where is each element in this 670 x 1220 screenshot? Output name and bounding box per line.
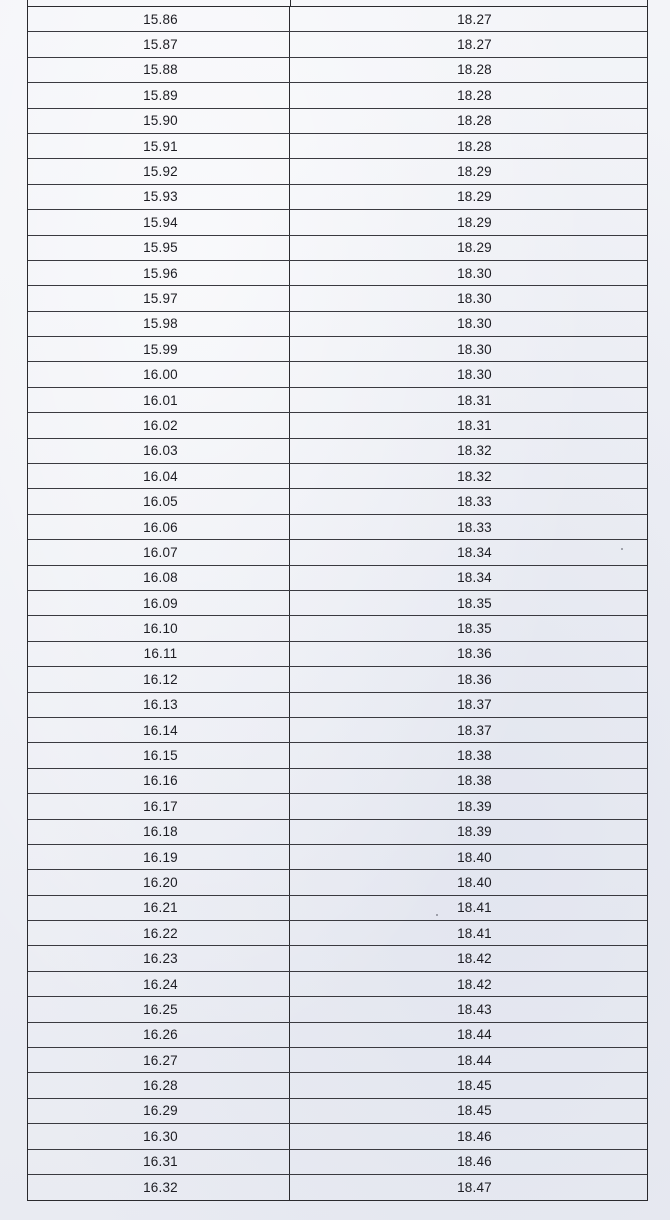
table-cell-col1: 16.10 bbox=[28, 616, 290, 640]
table-cell-col2: 18.42 bbox=[457, 976, 492, 992]
table-cell-col1: 15.97 bbox=[28, 286, 290, 310]
table-cell-col2: 18.40 bbox=[457, 849, 492, 865]
table-row bbox=[28, 667, 647, 692]
table-cell-col1: 15.92 bbox=[28, 159, 290, 183]
table-cell-col1: 15.94 bbox=[28, 210, 290, 234]
table-cell-col2: 18.29 bbox=[457, 189, 492, 205]
table-cell-col1: 16.27 bbox=[28, 1048, 290, 1072]
table-row bbox=[28, 32, 647, 57]
table-cell-col2: 18.27 bbox=[457, 11, 492, 27]
table-cell-col1: 15.87 bbox=[28, 32, 290, 56]
table-row bbox=[28, 718, 647, 743]
table-cell-col1: 16.13 bbox=[28, 693, 290, 717]
table-cell-col1: 16.11 bbox=[28, 642, 290, 666]
table-row bbox=[28, 236, 647, 261]
table-cell-col1: 16.02 bbox=[28, 413, 290, 437]
table-cell-col1: 16.23 bbox=[28, 946, 290, 970]
table-cell-col1: 16.16 bbox=[28, 769, 290, 793]
table-row bbox=[28, 769, 647, 794]
table-cell-col1: 16.30 bbox=[28, 1124, 290, 1148]
table-row bbox=[28, 845, 647, 870]
data-table bbox=[27, 0, 648, 1201]
table-row bbox=[28, 185, 647, 210]
table-row bbox=[28, 540, 647, 565]
table-row bbox=[28, 7, 647, 32]
table-cell-col1: 16.19 bbox=[28, 845, 290, 869]
table-row bbox=[28, 159, 647, 184]
table-cell-col1: 16.09 bbox=[28, 591, 290, 615]
table-cell-col2: 18.44 bbox=[457, 1027, 492, 1043]
table-cell-col2: 18.39 bbox=[457, 798, 492, 814]
table-cell-col2: 18.38 bbox=[457, 748, 492, 764]
table-row bbox=[28, 616, 647, 641]
table-row bbox=[28, 1150, 647, 1175]
table-cell-col1: 16.22 bbox=[28, 921, 290, 945]
table-cell-col1: 16.20 bbox=[28, 870, 290, 894]
table-row bbox=[28, 362, 647, 387]
table-cell-col2: 18.43 bbox=[457, 1001, 492, 1017]
table-row bbox=[28, 1175, 647, 1200]
header-column-divider bbox=[290, 0, 291, 6]
table-row bbox=[28, 921, 647, 946]
table-cell-col1: 16.03 bbox=[28, 439, 290, 463]
table-row bbox=[28, 83, 647, 108]
table-row bbox=[28, 1073, 647, 1098]
table-cell-col1: 16.31 bbox=[28, 1150, 290, 1174]
table-cell-col2: 18.46 bbox=[457, 1128, 492, 1144]
table-cell-col2: 18.33 bbox=[457, 519, 492, 535]
table-row bbox=[28, 439, 647, 464]
table-cell-col2: 18.28 bbox=[457, 138, 492, 154]
table-row bbox=[28, 1048, 647, 1073]
scan-speck bbox=[621, 548, 623, 550]
table-row bbox=[28, 566, 647, 591]
table-cell-col2: 18.28 bbox=[457, 113, 492, 129]
table-cell-col2: 18.42 bbox=[457, 951, 492, 967]
table-cell-col2: 18.41 bbox=[457, 925, 492, 941]
table-cell-col1: 15.88 bbox=[28, 58, 290, 82]
table-cell-col2: 18.32 bbox=[457, 443, 492, 459]
table-cell-col2: 18.30 bbox=[457, 265, 492, 281]
table-cell-col2: 18.46 bbox=[457, 1154, 492, 1170]
table-row bbox=[28, 972, 647, 997]
table-cell-col2: 18.30 bbox=[457, 341, 492, 357]
table-row bbox=[28, 591, 647, 616]
table-cell-col1: 16.28 bbox=[28, 1073, 290, 1097]
table-row bbox=[28, 794, 647, 819]
table-cell-col2: 18.36 bbox=[457, 671, 492, 687]
table-cell-col2: 18.30 bbox=[457, 367, 492, 383]
table-cell-col1: 16.07 bbox=[28, 540, 290, 564]
table-row bbox=[28, 642, 647, 667]
table-cell-col2: 18.40 bbox=[457, 874, 492, 890]
table-cell-col2: 18.29 bbox=[457, 164, 492, 180]
table-row bbox=[28, 337, 647, 362]
table-cell-col2: 18.27 bbox=[457, 37, 492, 53]
table-cell-col2: 18.35 bbox=[457, 621, 492, 637]
table-row bbox=[28, 1124, 647, 1149]
table-cell-col2: 18.31 bbox=[457, 392, 492, 408]
table-row bbox=[28, 515, 647, 540]
table-row bbox=[28, 134, 647, 159]
table-cell-col1: 16.32 bbox=[28, 1175, 290, 1200]
table-row bbox=[28, 388, 647, 413]
table-cell-col1: 16.21 bbox=[28, 896, 290, 920]
table-cell-col1: 15.89 bbox=[28, 83, 290, 107]
table-cell-col2: 18.35 bbox=[457, 595, 492, 611]
table-cell-col2: 18.38 bbox=[457, 773, 492, 789]
table-cell-col1: 15.90 bbox=[28, 109, 290, 133]
table-cell-col1: 15.98 bbox=[28, 312, 290, 336]
table-cell-col2: 18.28 bbox=[457, 62, 492, 78]
table-cell-col1: 16.06 bbox=[28, 515, 290, 539]
table-row bbox=[28, 743, 647, 768]
table-cell-col2: 18.28 bbox=[457, 87, 492, 103]
table-row bbox=[28, 312, 647, 337]
table-cell-col2: 18.34 bbox=[457, 544, 492, 560]
table-row bbox=[28, 286, 647, 311]
table-cell-col1: 15.99 bbox=[28, 337, 290, 361]
table-cell-col1: 16.29 bbox=[28, 1099, 290, 1123]
table-row bbox=[28, 1023, 647, 1048]
table-cell-col1: 15.93 bbox=[28, 185, 290, 209]
table-cell-col1: 16.14 bbox=[28, 718, 290, 742]
table-cell-col2: 18.37 bbox=[457, 697, 492, 713]
table-cell-col2: 18.31 bbox=[457, 417, 492, 433]
table-row bbox=[28, 210, 647, 235]
table-cell-col2: 18.41 bbox=[457, 900, 492, 916]
table-cell-col2: 18.29 bbox=[457, 240, 492, 256]
table-cell-col2: 18.34 bbox=[457, 570, 492, 586]
table-cell-col1: 16.24 bbox=[28, 972, 290, 996]
table-cell-col1: 16.12 bbox=[28, 667, 290, 691]
table-row bbox=[28, 413, 647, 438]
table-cell-col2: 18.36 bbox=[457, 646, 492, 662]
table-cell-col2: 18.47 bbox=[457, 1180, 492, 1196]
table-cell-col2: 18.29 bbox=[457, 214, 492, 230]
table-cell-col1: 16.04 bbox=[28, 464, 290, 488]
table-cell-col1: 16.26 bbox=[28, 1023, 290, 1047]
table-cell-col2: 18.45 bbox=[457, 1078, 492, 1094]
scan-speck bbox=[436, 914, 438, 916]
table-cell-col2: 18.30 bbox=[457, 290, 492, 306]
table-header-cut-off bbox=[28, 0, 647, 7]
table-row bbox=[28, 261, 647, 286]
table-row bbox=[28, 693, 647, 718]
table-row bbox=[28, 870, 647, 895]
table-cell-col1: 15.95 bbox=[28, 236, 290, 260]
table-cell-col2: 18.33 bbox=[457, 494, 492, 510]
table-cell-col1: 16.08 bbox=[28, 566, 290, 590]
table-cell-col1: 16.17 bbox=[28, 794, 290, 818]
table-cell-col1: 15.96 bbox=[28, 261, 290, 285]
table-row bbox=[28, 946, 647, 971]
table-cell-col1: 16.18 bbox=[28, 820, 290, 844]
table-cell-col2: 18.30 bbox=[457, 316, 492, 332]
table-cell-col2: 18.37 bbox=[457, 722, 492, 738]
table-cell-col1: 16.01 bbox=[28, 388, 290, 412]
table-cell-col1: 16.00 bbox=[28, 362, 290, 386]
table-cell-col1: 16.05 bbox=[28, 489, 290, 513]
table-row bbox=[28, 1099, 647, 1124]
table-row bbox=[28, 896, 647, 921]
table-cell-col1: 15.91 bbox=[28, 134, 290, 158]
table-row bbox=[28, 489, 647, 514]
table-body bbox=[28, 7, 647, 1200]
table-cell-col2: 18.32 bbox=[457, 468, 492, 484]
table-cell-col1: 16.15 bbox=[28, 743, 290, 767]
table-row bbox=[28, 464, 647, 489]
table-cell-col1: 15.86 bbox=[28, 7, 290, 31]
table-cell-col2: 18.44 bbox=[457, 1052, 492, 1068]
table-row bbox=[28, 820, 647, 845]
table-row bbox=[28, 109, 647, 134]
table-cell-col1: 16.25 bbox=[28, 997, 290, 1021]
table-row bbox=[28, 58, 647, 83]
table-cell-col2: 18.39 bbox=[457, 824, 492, 840]
table-cell-col2: 18.45 bbox=[457, 1103, 492, 1119]
table-row bbox=[28, 997, 647, 1022]
